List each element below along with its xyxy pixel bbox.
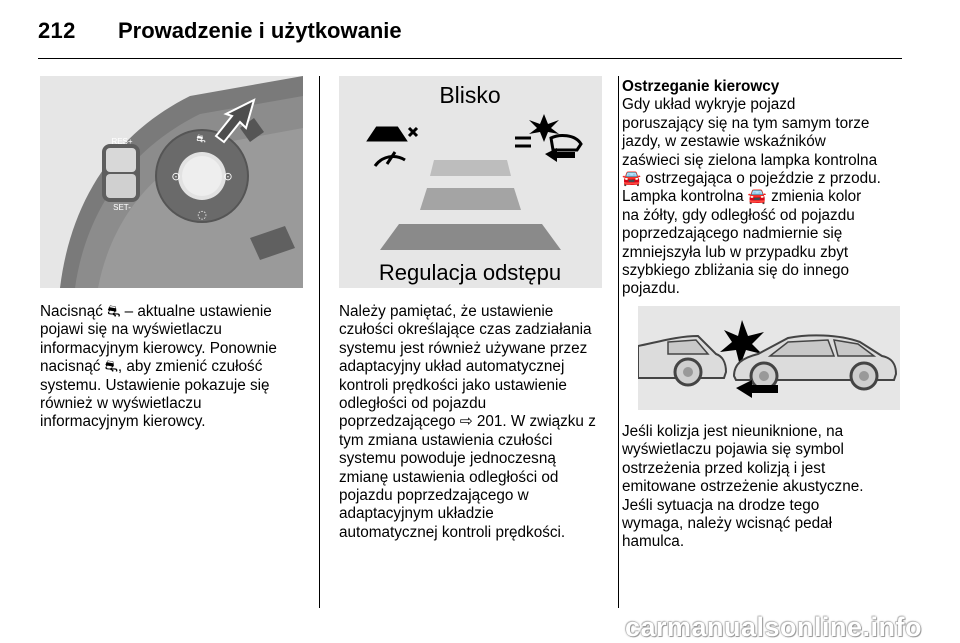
column-1-text xyxy=(40,303,277,432)
distance-band-far xyxy=(380,224,561,250)
text-line: systemu powoduje jednoczesną xyxy=(339,450,556,468)
text-line: 🚘 ostrzegająca o pojeździe z przodu. xyxy=(622,170,881,188)
steering-wheel-figure xyxy=(40,76,303,288)
text-line: automatycznej kontroli prędkości. xyxy=(339,523,566,541)
text-line: również w wyświetlaczu xyxy=(40,395,202,413)
column-2-text xyxy=(339,303,596,542)
text-line: czułości określające czas zadziałania xyxy=(339,321,592,339)
text-line: Jeśli kolizja jest nieuniknione, na xyxy=(622,423,844,440)
text-line: pojazdu poprzedzającego w xyxy=(339,487,529,505)
text-line: hamulca. xyxy=(622,533,685,551)
text-line: systemu jest również używane przez xyxy=(339,339,588,357)
section-heading: Ostrzeganie kierowcy xyxy=(622,78,780,95)
text-line: emitowane ostrzeżenie akustyczne. xyxy=(622,478,864,496)
text-line: informacyjnym kierowcy. Ponownie xyxy=(40,339,277,357)
page-number: 212 xyxy=(38,18,76,43)
text-line: Gdy układ wykryje pojazd xyxy=(622,96,796,114)
column-divider-2 xyxy=(618,76,619,608)
column-3-text-top xyxy=(622,78,881,299)
page-title: Prowadzenie i użytkowanie xyxy=(118,18,402,43)
text-line: ostrzeżenia przed kolizją i jest xyxy=(622,459,826,477)
svg-text:⛐: ⛐ xyxy=(196,132,206,145)
watermark-brand: carmanualsonline.info xyxy=(624,612,922,642)
text-line: informacyjnym kierowcy. xyxy=(40,413,206,431)
text-line: poprzedzającego ⇨ 201. W związku z xyxy=(339,413,596,431)
text-line: Należy pamiętać, że ustawienie xyxy=(339,303,554,320)
text-line: Lampka kontrolna 🚘 zmienia kolor xyxy=(622,188,862,206)
text-line: adaptacyjnym układzie xyxy=(339,505,494,523)
text-line: poprzedzającego nadmiernie się xyxy=(622,225,843,243)
page-header xyxy=(38,14,898,54)
text-line: zaświeci się zielona lampka kontrolna xyxy=(622,151,878,169)
svg-text:⊙: ⊙ xyxy=(223,170,233,183)
set-label: SET- xyxy=(113,203,131,212)
text-line: na żółty, gdy odległość od pojazdu xyxy=(622,206,855,224)
text-line: zmniejszyła lub w przypadku zbyt xyxy=(622,243,849,261)
text-line: systemu. Ustawienie pokazuje się xyxy=(40,376,270,394)
text-line: wymaga, należy wcisnąć pedał xyxy=(622,515,833,533)
collision-illustration xyxy=(638,306,900,410)
text-line: pojawi się na wyświetlaczu xyxy=(40,321,222,339)
distance-band-near xyxy=(430,160,511,176)
text-line: Nacisnąć ⛐ – aktualne ustawienie xyxy=(40,303,272,320)
distance-band-mid xyxy=(420,188,521,210)
column-divider-1 xyxy=(319,76,320,608)
svg-text:⊙: ⊙ xyxy=(171,170,181,183)
text-line: wyświetlaczu pojawia się symbol xyxy=(622,441,844,459)
res-label: RES+ xyxy=(111,137,133,146)
display-illustration xyxy=(339,76,602,288)
svg-text:◌: ◌ xyxy=(197,208,207,221)
display-bottom-label: Regulacja odstępu xyxy=(378,260,562,285)
text-line: kontroli prędkości jako ustawienie xyxy=(339,376,567,394)
column-3-text-bottom xyxy=(622,423,863,552)
text-line: poruszający się na tym samym torze xyxy=(622,114,870,132)
text-line: szybkiego zbliżania się do innego xyxy=(622,262,850,280)
text-line: tym zmiana ustawienia czułości xyxy=(339,431,553,449)
header-divider xyxy=(38,58,902,59)
text-line: zmianę ustawienia odległości od xyxy=(339,468,559,486)
display-figure xyxy=(339,76,602,288)
text-line: Jeśli sytuacja na drodze tego xyxy=(622,496,820,514)
text-line: odległości od pojazdu xyxy=(339,395,487,413)
display-top-label: Blisko xyxy=(439,82,501,108)
collision-figure xyxy=(638,306,900,410)
text-line: adaptacyjny układ automatycznej xyxy=(339,358,565,376)
steering-wheel-illustration xyxy=(40,76,303,288)
text-line: jazdy, w zestawie wskaźników xyxy=(622,133,826,151)
text-line: pojazdu. xyxy=(622,280,680,298)
text-line: nacisnąć ⛐, aby zmienić czułość xyxy=(40,358,263,376)
